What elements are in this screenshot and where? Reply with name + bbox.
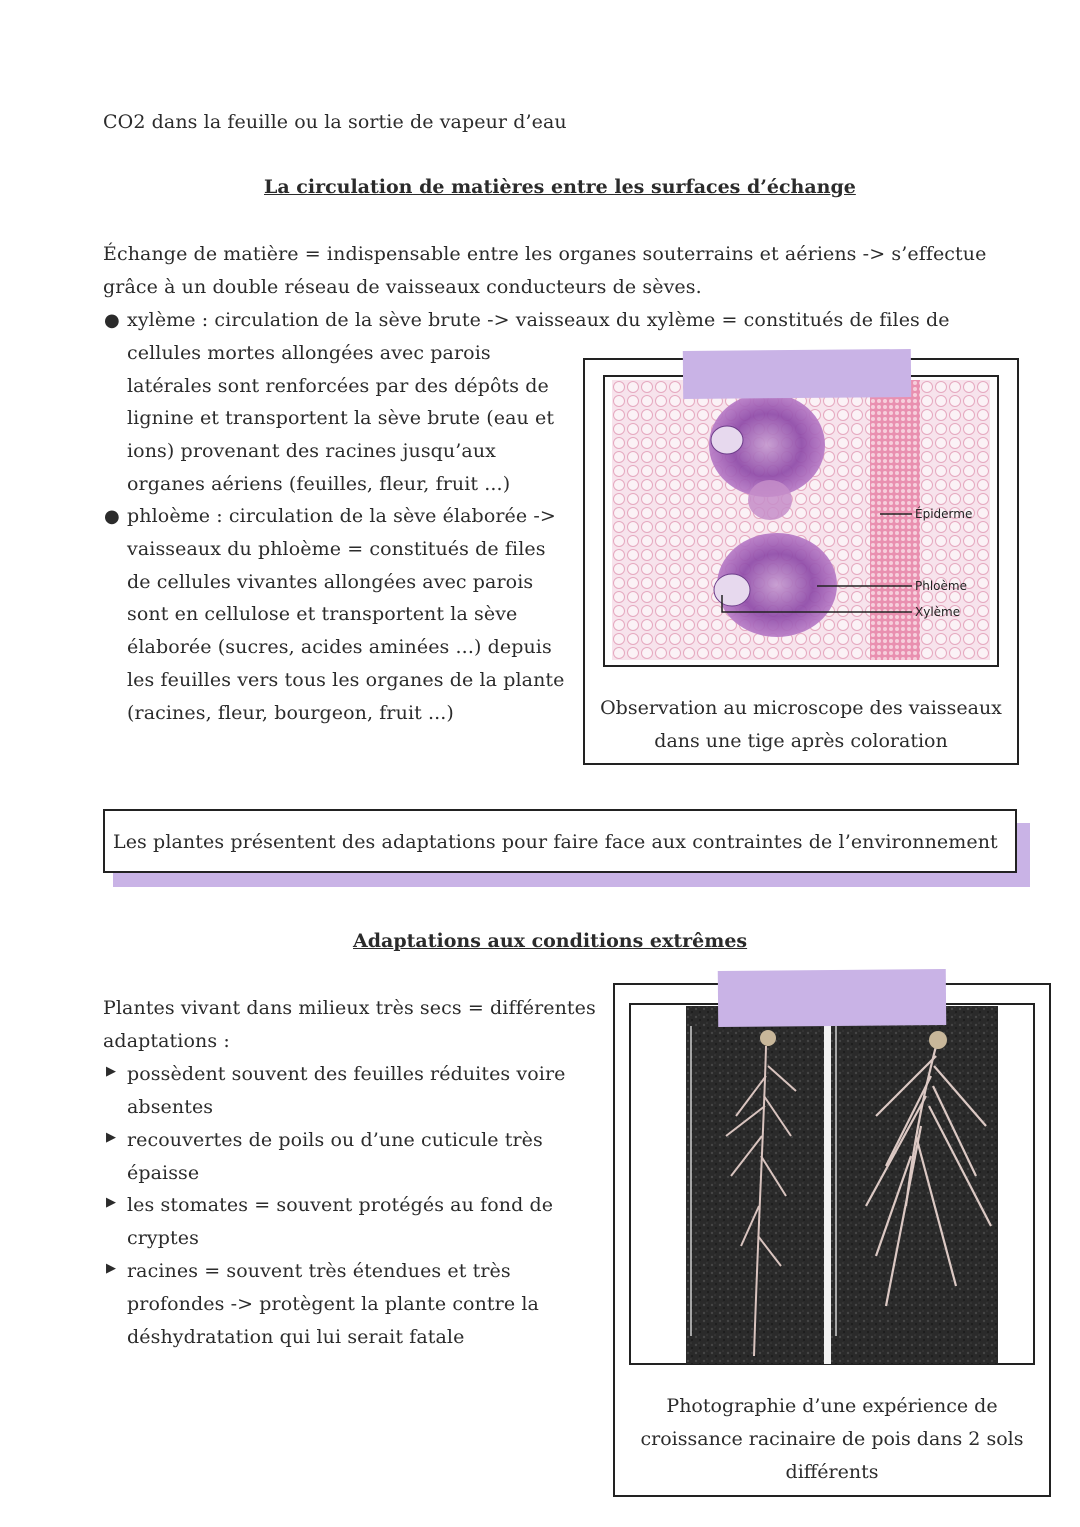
bullet-line: cryptes [127, 1226, 199, 1249]
lavender-tape [718, 969, 946, 1027]
xylem-vessels [714, 574, 750, 606]
roots-photo [686, 1006, 998, 1364]
bullet-line: déshydratation qui lui serait fatale [127, 1325, 465, 1348]
bullet-dot-icon: ● [104, 506, 120, 527]
bullet-line: lignine et transportent la sève brute (eau et [127, 407, 555, 430]
microscope-image [612, 380, 990, 660]
divider [824, 1006, 831, 1364]
bullet-dot-icon: ● [104, 310, 120, 331]
bullet-line: racines = souvent très étendues et très [127, 1260, 511, 1282]
section1-paragraph [103, 238, 986, 304]
figure-microscope-caption [585, 692, 1017, 758]
bullet-line: profondes -> protègent la plante contre la [127, 1292, 539, 1315]
xylem-vessels [711, 426, 743, 454]
triangle-bullet-icon: ▶ [106, 1130, 116, 1145]
bullet-line: sont en cellulose et transportent la sève [127, 603, 518, 626]
seed-left [760, 1030, 776, 1046]
label-xyleme: Xylème [915, 605, 961, 619]
bullet-line: de cellules vivantes allongées avec parois [127, 570, 534, 593]
highlight-text: Les plantes présentent des adaptations pour faire face aux contraintes de l’environnement [113, 831, 998, 853]
adaptation-bullet [127, 1189, 553, 1255]
vascular-bundle-small [748, 480, 792, 520]
bullet-line: épaisse [127, 1161, 200, 1184]
paragraph-line: grâce à un double réseau de vaisseaux conducteurs de sèves. [103, 275, 702, 298]
caption-line: croissance racinaire de pois dans 2 sols [640, 1428, 1024, 1450]
adaptation-bullet [127, 1058, 566, 1124]
bullet-line: organes aériens (feuilles, fleur, fruit ...) [127, 472, 511, 495]
intro-line: CO2 dans la feuille ou la sortie de vapeur d’eau [103, 111, 567, 133]
label-phloeme: Phloème [915, 579, 967, 593]
bullet-line: vaisseaux du phloème = constitués de files [127, 537, 546, 560]
bullet-line: phloème : circulation de la sève élaborée -> [127, 505, 556, 527]
section-title-circulation: La circulation de matières entre les surfaces d’échange [264, 176, 856, 198]
figure-roots-caption [615, 1390, 1049, 1489]
section2-intro [103, 992, 596, 1058]
bullet-line: recouvertes de poils ou d’une cuticule très [127, 1129, 543, 1151]
bullet-line: latérales sont renforcées par des dépôts de [127, 374, 549, 397]
triangle-bullet-icon: ▶ [106, 1261, 116, 1276]
lavender-tape [683, 349, 911, 399]
adaptation-bullet [127, 1255, 539, 1353]
seed-right [929, 1031, 947, 1049]
caption-line: différents [785, 1461, 879, 1483]
bullet-line: xylème : circulation de la sève brute -> vaisseaux du xylème = constitués de files de [127, 309, 950, 331]
paragraph-line: Échange de matière = indispensable entre les organes souterrains et aériens -> s’effectue [103, 243, 987, 265]
bullet-line: élaborée (sucres, acides aminées ...) depuis [127, 636, 552, 659]
section-title-adaptations: Adaptations aux conditions extrêmes [353, 930, 748, 952]
bullet-line: cellules mortes allongées avec parois [127, 341, 491, 364]
bullet-phloeme [127, 500, 565, 730]
intro-line: adaptations : [103, 1029, 230, 1052]
caption-line: Photographie d’une expérience de [666, 1395, 998, 1417]
soil-right [831, 1006, 998, 1364]
bullet-line: absentes [127, 1095, 214, 1118]
triangle-bullet-icon: ▶ [106, 1195, 116, 1210]
intro-line: Plantes vivant dans milieux très secs = différentes [103, 997, 596, 1019]
caption-line: Observation au microscope des vaisseaux [600, 697, 1002, 719]
epidermis-band [870, 380, 920, 660]
caption-line: dans une tige après coloration [654, 730, 948, 752]
bullet-line: les stomates = souvent protégés au fond de [127, 1194, 554, 1216]
triangle-bullet-icon: ▶ [106, 1064, 116, 1079]
bullet-line: les feuilles vers tous les organes de la plante [127, 668, 565, 691]
bullet-line: ions) provenant des racines jusqu’aux [127, 440, 496, 463]
bullet-line: possèdent souvent des feuilles réduites voire [127, 1063, 566, 1085]
label-epiderme: Épiderme [915, 507, 973, 521]
bullet-line: (racines, fleur, bourgeon, fruit ...) [127, 701, 454, 724]
adaptation-bullet [127, 1124, 543, 1190]
